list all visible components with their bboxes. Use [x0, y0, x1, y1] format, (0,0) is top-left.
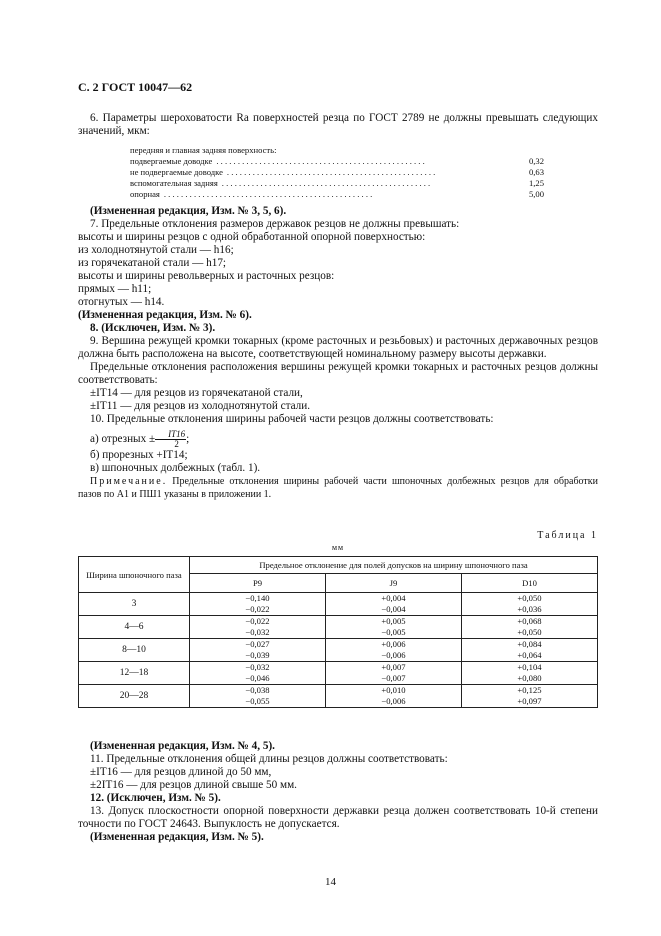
roughness-row: [130, 167, 544, 178]
section-6-edition: (Измененная редакция, Изм. № 3, 5, 6).: [90, 205, 287, 217]
roughness-value: 0,63: [528, 167, 544, 177]
section-7-line: прямых — h11;: [78, 283, 152, 295]
value: −0,046: [245, 673, 270, 683]
leader-dots: . . . . . . . . . . . . . . . . . . . . . . . . . . . . . . . . . . . . . . . . . . . . . . . . .: [226, 167, 436, 177]
cell-size: 20—28: [79, 685, 190, 708]
roughness-value: 5,00: [528, 189, 544, 199]
value: −0,022: [245, 604, 270, 614]
section-6-intro: 6. Параметры шероховатости Ra поверхностей резца по ГОСТ 2789 не должны превышать следующих значений, мкм:: [78, 112, 598, 137]
value: +0,006: [381, 639, 406, 649]
roughness-value: 1,25: [528, 178, 544, 188]
cell-j9: [325, 616, 461, 639]
section-7-line: высоты и ширины револьверных и расточных резцов:: [78, 270, 335, 282]
value: −0,006: [381, 650, 406, 660]
col-header-slot-width: Ширина шпоночного паза: [79, 557, 190, 593]
value: −0,038: [245, 685, 270, 695]
table-row: [79, 616, 598, 639]
note-text: Предельные отклонения ширины рабочей части шпоночных долбежных резцов для обработки пазов по А1 и ПШ1 указаны в приложении 1.: [78, 476, 598, 500]
group-header: Предельное отклонение для полей допусков на ширину шпоночного паза: [190, 557, 598, 574]
value: −0,004: [381, 604, 406, 614]
section-13-edition: (Измененная редакция, Изм. № 5).: [90, 831, 264, 843]
col-header-j9: J9: [325, 574, 461, 593]
table-row: [79, 639, 598, 662]
value: +0,084: [517, 639, 542, 649]
sections-6-10: [78, 205, 598, 501]
section-6: [78, 112, 598, 138]
value: +0,050: [517, 627, 542, 637]
value: +0,104: [517, 662, 542, 672]
section-7-intro: 7. Предельные отклонения размеров державок резцов не должны превышать:: [90, 218, 460, 230]
section-12: 12. (Исключен, Изм. № 5).: [90, 792, 221, 804]
cell-size: 3: [79, 593, 190, 616]
cell-d10: [461, 639, 597, 662]
value: −0,039: [245, 650, 270, 660]
cell-j9: [325, 639, 461, 662]
col-header-d10: D10: [461, 574, 597, 593]
value: +0,097: [517, 696, 542, 706]
roughness-label: не подвергаемые доводке: [130, 167, 223, 177]
section-10-note: [78, 475, 598, 501]
section-10-a: [78, 429, 598, 449]
section-11-line: ±IT16 — для резцов длиной до 50 мм,: [90, 766, 272, 778]
roughness-row: [130, 178, 544, 189]
value: +0,125: [517, 685, 542, 695]
section-13-text: 13. Допуск плоскостности опорной поверхности державки резца должен соответствовать 10-й степени точности по ГОСТ 24643. Выпуклость не допускается.: [78, 805, 598, 830]
section-7-line: высоты и ширины резцов с одной обработанной опорной поверхностью:: [78, 231, 426, 243]
value: +0,064: [517, 650, 542, 660]
cell-size: 8—10: [79, 639, 190, 662]
cell-d10: [461, 616, 597, 639]
cell-p9: [190, 639, 326, 662]
section-7-line: из холоднотянутой стали — h16;: [78, 244, 234, 256]
cell-d10: [461, 593, 597, 616]
page-header: С. 2 ГОСТ 10047—62: [78, 80, 193, 94]
table-row: [79, 662, 598, 685]
section-7-line: из горячекатаной стали — h17;: [78, 257, 227, 269]
section-10-a-suffix: ;: [186, 433, 190, 445]
value: +0,010: [381, 685, 406, 695]
cell-size: 12—18: [79, 662, 190, 685]
section-11-intro: 11. Предельные отклонения общей длины резцов должны соответствовать:: [90, 753, 448, 765]
value: −0,055: [245, 696, 270, 706]
value: +0,004: [381, 593, 406, 603]
value: −0,032: [245, 662, 270, 672]
section-10-c: в) шпоночных долбежных (табл. 1).: [90, 462, 261, 474]
table-1: [78, 556, 598, 708]
value: −0,007: [381, 673, 406, 683]
cell-d10: [461, 662, 597, 685]
section-9-text: 9. Вершина режущей кромки токарных (кроме расточных и резьбовых) и расточных державочных резцов должна быть расположена на высоте, соответствующей номинальному размеру высоты державки.: [78, 335, 598, 360]
value: +0,050: [517, 593, 542, 603]
value: +0,080: [517, 673, 542, 683]
roughness-subheading: передняя и главная задняя поверхность:: [130, 145, 277, 155]
table-row: [79, 685, 598, 708]
tolerance-table: [78, 556, 598, 708]
cell-p9: [190, 593, 326, 616]
cell-j9: [325, 685, 461, 708]
roughness-row: [130, 156, 544, 167]
leader-dots: . . . . . . . . . . . . . . . . . . . . . . . . . . . . . . . . . . . . . . . . . . . . . . . . .: [163, 189, 373, 199]
section-7-line: отогнутых — h14.: [78, 296, 165, 308]
section-9-text2: Предельные отклонения расположения вершины режущей кромки токарных и расточных резцов должны соответствовать:: [78, 361, 598, 386]
fraction-denominator: 2: [174, 438, 179, 449]
value: −0,140: [245, 593, 270, 603]
section-10-a-prefix: а) отрезных ±: [90, 433, 156, 445]
table-edition: (Измененная редакция, Изм. № 4, 5).: [90, 740, 275, 752]
cell-j9: [325, 662, 461, 685]
roughness-label: опорная: [130, 189, 160, 199]
table-row: [79, 593, 598, 616]
roughness-list: [130, 145, 544, 200]
page-number: 14: [325, 876, 336, 888]
value: −0,006: [381, 696, 406, 706]
roughness-row: [130, 189, 544, 200]
leader-dots: . . . . . . . . . . . . . . . . . . . . . . . . . . . . . . . . . . . . . . . . . . . . . . . . .: [216, 156, 425, 166]
col-header-p9: P9: [190, 574, 326, 593]
note-label: Примечание.: [90, 476, 168, 487]
value: +0,068: [517, 616, 542, 626]
section-10-intro: 10. Предельные отклонения ширины рабочей части резцов должны соответствовать:: [90, 413, 494, 425]
value: −0,005: [381, 627, 406, 637]
section-9-line: ±IT14 — для резцов из горячекатаной стали,: [90, 387, 303, 399]
cell-j9: [325, 593, 461, 616]
section-11-line: ±2IT16 — для резцов длиной свыше 50 мм.: [90, 779, 297, 791]
table-caption: Таблица 1: [537, 530, 598, 541]
roughness-label: подвергаемые доводке: [130, 156, 213, 166]
cell-d10: [461, 685, 597, 708]
section-9-line: ±IT11 — для резцов из холоднотянутой стали.: [90, 400, 311, 412]
section-8: 8. (Исключен, Изм. № 3).: [90, 322, 216, 334]
section-10-b: б) прорезных +IT14;: [90, 449, 188, 461]
fraction-numerator: IT16: [155, 430, 186, 440]
sections-11-13: [78, 740, 598, 844]
value: −0,027: [245, 639, 270, 649]
roughness-value: 0,32: [528, 156, 544, 166]
leader-dots: . . . . . . . . . . . . . . . . . . . . . . . . . . . . . . . . . . . . . . . . . . . . . . . . .: [221, 178, 431, 188]
section-7-edition: (Измененная редакция, Изм. № 6).: [78, 309, 252, 321]
cell-p9: [190, 685, 326, 708]
value: −0,022: [245, 616, 270, 626]
fraction: [155, 430, 186, 449]
cell-size: 4—6: [79, 616, 190, 639]
cell-p9: [190, 662, 326, 685]
roughness-label: вспомогательная задняя: [130, 178, 218, 188]
value: +0,005: [381, 616, 406, 626]
value: +0,007: [381, 662, 406, 672]
value: +0,036: [517, 604, 542, 614]
cell-p9: [190, 616, 326, 639]
table-unit: мм: [331, 543, 345, 552]
value: −0,032: [245, 627, 270, 637]
